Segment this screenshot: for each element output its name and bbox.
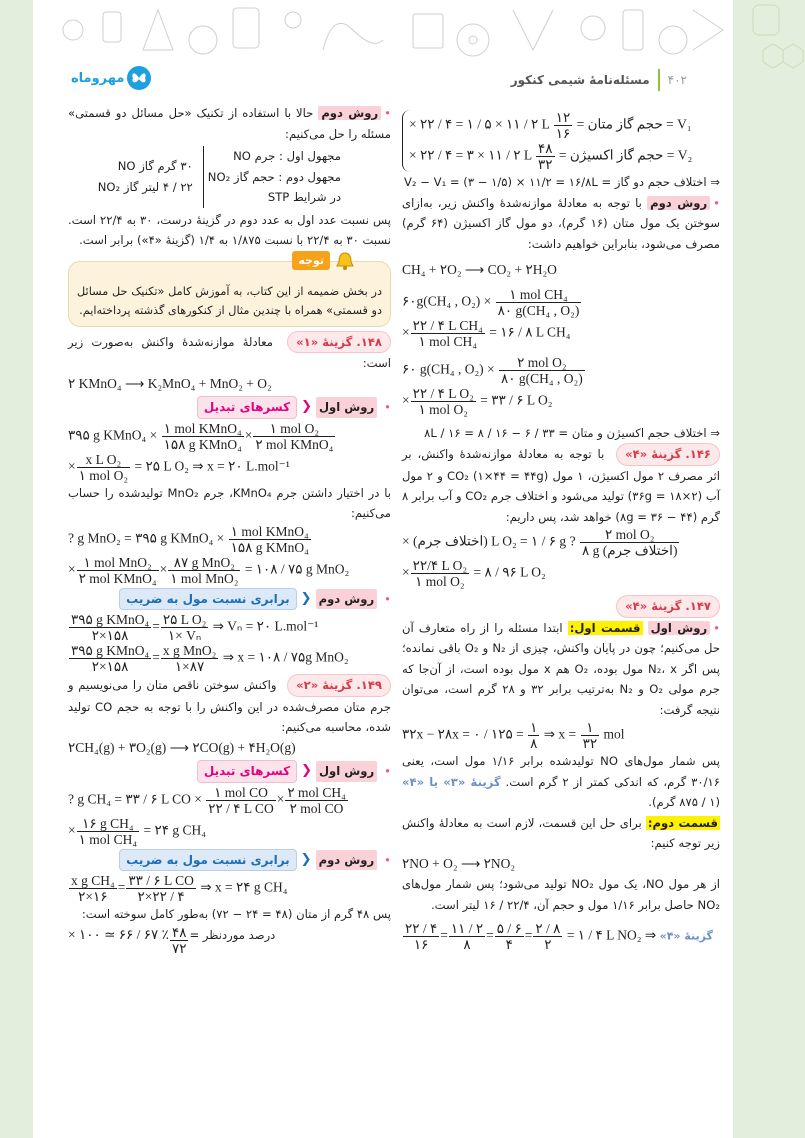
q148-calc2-a xyxy=(68,524,391,555)
fraction xyxy=(499,355,585,386)
frac-den: ۲۲ / ۴ L CO xyxy=(208,800,274,816)
knowns-list xyxy=(98,156,193,197)
q147-moles xyxy=(402,751,720,813)
fraction xyxy=(69,612,151,643)
frac-num: ۲ / ۸ xyxy=(535,921,561,936)
bullet-icon: • xyxy=(713,195,720,210)
known-2: ۲۲ / ۴ لیتر گاز NO₂ xyxy=(97,179,193,194)
publisher-name: مهروماه xyxy=(71,70,125,86)
frac-den: ۲ mol KMnO₄ xyxy=(255,436,334,452)
frac-num: ۲ mol O₂ xyxy=(580,527,680,543)
percent-rhs: × ۱۰۰ ≃ ۶۶ / ۶۷ ٪ xyxy=(68,926,169,942)
calc-result: = ۸ / ۹۶ L O₂ xyxy=(473,564,546,580)
calc-result: ⇒ x = ۲۴ g CH₄ xyxy=(200,879,288,895)
two-part-table xyxy=(68,146,391,208)
q146-calc-b: × $\frac{\text{۲۲/۴ L O₂}}{\text{۱ mol O₂}}$ = ۸ / ۹۶ L O₂ xyxy=(402,558,546,589)
frac-den: ۱ mol MnO₂ xyxy=(170,570,239,586)
frac-den: ۲ xyxy=(544,937,552,952)
q148-calc1-a: ۳۹۵ g KMnO₄ × $\frac{\text{۱ mol KMnO₄}}{\text{۱۵۸ g KMnO₄}}$ × $\frac{\text{۱ mol O₂}}{\text{۲ mol KMnO₄}}$ xyxy=(68,420,334,452)
page-header xyxy=(33,66,733,100)
q148-equation: ۲ KMnO₄ ⟶ K₂MnO₄ + MnO₂ + O₂ xyxy=(68,375,272,391)
question-header: ۱۴۶. گزینهٔ «۴» xyxy=(616,443,720,466)
q147-part2 xyxy=(402,813,720,854)
fraction xyxy=(69,643,151,674)
final-option: گزینهٔ «۴» xyxy=(659,929,713,943)
q149-calc-b: × $\frac{\text{۱۶ g CH₄}}{\text{۱ mol CH₄}}$ = ۲۴ g CH₄ xyxy=(68,815,206,847)
fraction xyxy=(77,555,159,586)
method2-text: با توجه به معادلهٔ موازنه‌شدهٔ واکنش زیر، به‌ازای سوختن یک مول متان (۱۶ گرم)، دو مول گاز اکسیژن (۶۴ گرم) مصرف می‌شود، بنابراین خواهیم داشت: xyxy=(402,195,720,251)
frac-num: ۲۲ / ۴ L O₂ xyxy=(412,385,474,401)
frac-den: ۸۰ g(CH₄ , O₂) xyxy=(501,370,583,386)
fraction xyxy=(495,921,524,952)
fraction xyxy=(285,785,347,816)
question-text: معادلهٔ موازنه‌شدهٔ واکنش به‌صورت زیر است: xyxy=(68,334,391,370)
v2-equation xyxy=(409,141,692,172)
fraction xyxy=(77,452,130,483)
frac-num: ۲۲ / ۴ L CH₄ xyxy=(412,317,483,333)
frac-num: ۱ mol O₂ xyxy=(253,421,335,437)
frac-num: ۱ mol KMnO₄ xyxy=(162,421,244,437)
frac-den: ۳۲ xyxy=(582,736,598,751)
fraction xyxy=(411,386,476,417)
fraction xyxy=(253,421,335,452)
calc-prefix: ۶۰g(CH₄ , O₂) × xyxy=(402,293,492,309)
frac-num: ۴۸ xyxy=(537,141,553,156)
method-pill: برابری نسبت مول به ضریب xyxy=(119,849,297,872)
frac-den: ۱×۸۷ xyxy=(174,659,205,674)
frac-num: x g MnO₂ xyxy=(162,643,217,658)
fraction xyxy=(411,318,485,349)
brace xyxy=(402,110,692,172)
fraction xyxy=(161,643,218,674)
unknown-2: مجهول دوم : حجم گاز NO₂ xyxy=(207,169,341,184)
frac-num: ۱ mol CO xyxy=(206,785,276,801)
question-text: واکنش سوختن ناقص متان را می‌نویسیم و جرم متان مصرف‌شده در این واکنش را با توجه به حجم CO تولید شده، محاسبه می‌کنیم: xyxy=(68,678,391,734)
calc-prefix: ? L O₂ = ۱ / ۶ g (اختلاف جرم) × xyxy=(402,533,576,549)
frac-den: ۲×۱۵۸ xyxy=(91,659,129,674)
frac-num: ۸۷ g MnO₂ xyxy=(168,555,240,571)
frac-num: ۲۵ L O₂ xyxy=(162,612,207,627)
unknowns-list xyxy=(203,146,391,208)
eq-lhs: ۳۲x − ۲۸x = ۰ / ۱۲۵ = xyxy=(402,726,524,742)
calc2-line-a xyxy=(402,355,720,386)
frac-den: ۱ mol O₂ xyxy=(78,467,129,483)
question-149 xyxy=(68,674,391,738)
q148-ratio2: $\frac{\text{۳۹۵ g KMnO₄}}{۲\times ۱۵۸}$ = $\frac{\text{x g MnO₂}}{۱\times ۸۷}$ ⇒ x = ۱۰۸ / ۷۵g MnO₂ xyxy=(71,643,349,674)
publisher-logo xyxy=(71,66,151,90)
method2-label: روش دوم xyxy=(647,196,710,210)
method1-label: روش اول xyxy=(648,621,711,635)
frac-den: ۴ xyxy=(505,937,513,952)
frac-num: ۲۲ / ۴ xyxy=(405,921,438,936)
combustion-equation: CH₄ + ۲O₂ ⟶ CO₂ + ۲H₂O xyxy=(402,262,557,277)
part1-label: قسمت اول: xyxy=(569,620,641,635)
q148-method2 xyxy=(68,588,391,611)
calc-result: = ۲۴ g CH₄ xyxy=(143,822,206,838)
calc-result: = ۳۳ / ۶ L O₂ xyxy=(480,392,553,408)
q148-mid-text: با در اختیار داشتن جرم KMnO₄، جرم MnO₂ تولیدشده را حساب می‌کنیم: xyxy=(68,485,392,520)
fraction xyxy=(206,785,276,816)
frac-den: ۱ mol O₂ xyxy=(415,574,465,589)
bullet-icon: • xyxy=(384,400,391,414)
q149-calc-a: ? g CH₄ = ۳۳ / ۶ L CO × $\frac{\text{۱ mol CO}}{\text{۲۲ / ۴ L CO}}$ × $\frac{\text{۲ mol CH₄}}{\text{۲ mol CO}}$ xyxy=(68,784,346,816)
frac-den: ۱ mol CH₄ xyxy=(78,831,138,847)
calc-prefix: ۳۹۵ g KMnO₄ × xyxy=(68,427,158,443)
fraction xyxy=(449,921,485,952)
method2-intro xyxy=(68,103,391,144)
q149-burned-text: پس ۴۸ گرم از متان (۴۸ = ۲۴ − ۷۲) به‌طور کامل سوخته است: xyxy=(81,907,391,921)
chevron-left-icon: ❮ xyxy=(300,590,312,606)
calc-prefix: ۶۰ g(CH₄ , O₂) × xyxy=(402,361,495,377)
known-1: ۳۰ گرم گاز NO xyxy=(117,159,193,174)
calc-result: = ۱۰۸ / ۷۵ g MnO₂ xyxy=(244,561,350,577)
title-divider xyxy=(658,69,660,91)
frac-den: ۳۲ xyxy=(537,157,553,172)
calc2-line-b: × $\frac{\text{۲۲ / ۴ L O₂}}{\text{۱ mol O₂}}$ = ۳۳ / ۶ L O₂ xyxy=(402,385,553,417)
part1-text: ابتدا مسئله را از راه متعارف آن حل می‌کنیم؛ چون در پایان واکنش، چیزی از N₂ و O₂ باقی نمانده؛ پس اگر N₂، x مول بوده، O₂ هم x مول بوده است، از آن‌جا که جرم مولی O₂ و N₂ به‌ترتیب برابر ۳۲ و ۲۸ گرم است، می‌توان نتیجه گرفت: xyxy=(402,620,721,717)
frac-den: ۸ xyxy=(530,736,538,751)
note-text: در بخش ضمیمه از این کتاب، به آموزش کامل «تکنیک حل مسائل دو قسمتی» همراه با چندین مثال از کنکورهای گذشته پرداخته‌ایم. xyxy=(77,284,382,317)
calc-prefix: ? g MnO₂ = ۳۹۵ g KMnO₄ × xyxy=(68,530,225,546)
chevron-left-icon: ❮ xyxy=(300,851,312,867)
q149-ratio: $\frac{\text{x g CH₄}}{۲\times ۱۶}$ = $\frac{\text{۳۳ / ۶ L CO}}{۲\times ۲۲ / ۴}$ ⇒ x = ۲۴ g CH₄ xyxy=(71,873,288,904)
note-label xyxy=(292,250,356,272)
frac-num: ۱۲ xyxy=(555,110,571,125)
fraction xyxy=(77,816,139,847)
frac-den: ۲×۱۶ xyxy=(78,889,108,904)
part2-label: قسمت دوم: xyxy=(647,815,718,830)
method2-label: روش دوم xyxy=(318,106,381,120)
fraction xyxy=(403,921,439,952)
question-text: با توجه به معادلهٔ موازنه‌شدهٔ واکنش، بر اثر مصرف ۲ مول اکسیژن، ۱ مول CO₂ (۱×۴۴ = ۴۴g) و ۲ مول آب (۲×۱۸ = ۳۶g) تولید می‌شود و اختلاف جرم CO₂ و آب برابر ۸ گرم (۴۴ − ۳۶ = ۸g) خواهد شد، پس داریم: xyxy=(402,447,720,524)
frac-den: ۱۶ xyxy=(555,126,571,141)
fraction xyxy=(528,720,539,751)
frac-num: ۱۱ / ۲ xyxy=(450,921,484,936)
frac-num: ۱ mol KMnO₄ xyxy=(229,524,311,540)
calc-result: = ۱۶ / ۸ L CH₄ xyxy=(489,324,571,340)
fraction xyxy=(496,287,582,318)
bullet-icon: • xyxy=(384,106,391,120)
method-pill: کسرهای تبدیل xyxy=(197,760,297,783)
volume-difference: ⇒ اختلاف حجم دو گاز = V₂ − V₁ = (۳ − ۱/۵) × ۱۱/۲ = ۱۶/۸L xyxy=(403,175,720,189)
unknown-3: در شرایط STP xyxy=(267,190,341,204)
frac-num: ۲ mol O₂ xyxy=(499,355,585,371)
part2-text: برای حل این قسمت، لازم است به معادلهٔ واکنش زیر توجه کنیم: xyxy=(402,815,720,850)
frac-den: ۱× Vₙ xyxy=(167,628,202,643)
final-result: = ۱ / ۴ L NO₂ ⇒ xyxy=(566,927,657,943)
note-title: توجه xyxy=(292,251,330,270)
frac-den: ۱ mol CH₄ xyxy=(418,333,477,349)
q148-ratio1: $\frac{\text{۳۹۵ g KMnO₄}}{۲\times ۱۵۸}$ = $\frac{\text{۲۵ L O₂}}{\text{۱× Vₙ}}$ ⇒ Vₙ = ۲۰ L.mol⁻¹ xyxy=(71,612,319,643)
v2-lhs: V₂ = حجم گاز اکسیژن = xyxy=(558,147,693,163)
method-label: روش اول xyxy=(316,761,377,782)
fraction xyxy=(533,921,562,952)
bell-icon xyxy=(334,250,356,272)
option-reference: گزینهٔ «۳» یا «۴» xyxy=(402,774,501,789)
fraction xyxy=(170,925,189,956)
q148-calc1-b: × $\frac{\text{x L O₂}}{\text{۱ mol O₂}}$ = ۲۵ L O₂ ⇒ x = ۲۰ L.mol⁻¹ xyxy=(68,451,290,483)
frac-num: x g CH₄ xyxy=(71,873,115,888)
method2-paragraph xyxy=(402,193,720,255)
percent-lhs: درصد موردنظر = xyxy=(189,927,276,942)
v2-fraction xyxy=(536,141,555,172)
frac-den: ۲×۱۵۸ xyxy=(91,628,129,643)
method-label: روش اول xyxy=(316,397,377,418)
frac-den: ۲ mol CO xyxy=(289,800,344,816)
left-column xyxy=(68,103,391,956)
method-pill: کسرهای تبدیل xyxy=(197,396,297,419)
fraction xyxy=(168,555,240,586)
q148-calc2-b: × $\frac{\text{۱ mol MnO₂}}{\text{۲ mol KMnO₄}}$ × $\frac{\text{۸۷ g MnO₂}}{\text{۱ mol MnO₂}}$ = ۱۰۸ / ۷۵ g MnO₂ xyxy=(68,554,350,586)
v1-rhs: × ۲۲ / ۴ = ۱ / ۵ × ۱۱ / ۲ L xyxy=(409,116,550,132)
fraction xyxy=(581,720,600,751)
calc1-line-a xyxy=(402,287,720,318)
frac-num: ۳۳ / ۶ L CO xyxy=(128,873,194,888)
running-title xyxy=(511,69,687,91)
frac-den: ۷۲ xyxy=(171,940,187,956)
question-header: ۱۴۸. گزینهٔ «۱» xyxy=(287,331,391,354)
frac-num: ۲۲/۴ L O₂ xyxy=(412,558,468,573)
question-header: ۱۴۹. گزینهٔ «۲» xyxy=(287,674,391,697)
calc-result: = ۲۵ L O₂ ⇒ x = ۲۰ L.mol⁻¹ xyxy=(134,458,290,474)
fraction xyxy=(69,873,117,904)
v1-fraction xyxy=(554,110,573,141)
eq-mid: ⇒ x = xyxy=(543,726,577,742)
page-number: ۴۰۲ xyxy=(667,73,687,87)
right-column xyxy=(402,110,720,952)
question-146 xyxy=(402,443,720,527)
question-header: ۱۴۷. گزینهٔ «۴» xyxy=(616,595,720,618)
q146-calc-a xyxy=(402,527,720,558)
q147-final: $\frac{۲۲ / ۴}{۱۶}$ = $\frac{۱۱ / ۲}{۸}$ = $\frac{۵ / ۶}{۴}$ = $\frac{۲ / ۸}{۲}$ = ۱ / ۴ L NO₂ ⇒ گزینهٔ «۴» xyxy=(405,921,713,952)
frac-num: ۲ mol CH₄ xyxy=(287,784,346,800)
volume-difference-2: ⇒ اختلاف حجم اکسیژن و متان = ۳۳ / ۶ − ۱۶ / ۸ = ۱۶ / ۸L xyxy=(424,425,720,440)
frac-num: ۱ mol MnO₂ xyxy=(77,555,159,571)
note-box xyxy=(68,254,391,327)
frac-den: ۸۰ g(CH₄ , O₂) xyxy=(497,302,580,318)
frac-num: ۱ xyxy=(581,720,600,736)
volume-system xyxy=(402,110,720,172)
frac-den: ۸ g (اختلاف جرم) xyxy=(581,543,678,558)
frac-num: ۱۶ g CH₄ xyxy=(77,816,139,832)
calc-result: ⇒ x = ۱۰۸ / ۷۵g MnO₂ xyxy=(222,649,349,665)
fraction xyxy=(161,612,208,643)
unknown-1: مجهول اول : جرم NO xyxy=(233,149,341,163)
fraction xyxy=(580,527,680,558)
frac-den: ۱ mol O₂ xyxy=(418,401,468,417)
calc1-line-b: × $\frac{\text{۲۲ / ۴ L CH₄}}{\text{۱ mol CH₄}}$ = ۱۶ / ۸ L CH₄ xyxy=(402,317,571,349)
frac-den: ۱۵۸ g KMnO₄ xyxy=(163,436,242,452)
eq-unit: mol xyxy=(603,726,625,742)
method-label: روش دوم xyxy=(316,589,378,610)
butterfly-icon xyxy=(127,66,151,90)
calc-result: ⇒ Vₙ = ۲۰ L.mol⁻¹ xyxy=(212,618,319,634)
fraction xyxy=(229,524,311,555)
bullet-icon: • xyxy=(384,852,391,867)
frac-num: ۵ / ۶ xyxy=(496,921,522,936)
frac-num: ۳۹۵ g KMnO₄ xyxy=(71,612,150,627)
q149-method2 xyxy=(68,849,391,872)
frac-num: x L O₂ xyxy=(77,452,130,468)
question-148 xyxy=(68,331,391,374)
ratio-text: پس نسبت عدد اول به عدد دوم در گزینهٔ درست، ۳۰ به ۲۲/۴ است. نسبت ۳۰ به ۲۲/۴ با نسبت ۱/۸۷۵ به ۱/۴ (گزینهٔ «۴») برابر است. xyxy=(68,212,391,247)
fraction xyxy=(162,421,244,452)
frac-num: ۱ mol CH₄ xyxy=(496,287,582,303)
chevron-left-icon: ❮ xyxy=(301,399,312,414)
frac-den: ۲×۲۲ / ۴ xyxy=(137,889,185,904)
intro-text: حالا با استفاده از تکنیک «حل مسائل دو قسمتی» مسئله را حل می‌کنیم: xyxy=(68,106,391,141)
no2-equation: ۲NO + O₂ ⟶ ۲NO₂ xyxy=(402,855,516,871)
moles-text: پس شمار مول‌های NO تولیدشده برابر ۱/۱۶ مول است، یعنی ۳۰/۱۶ گرم، که اندکی کمتر از ۲ گرم است. xyxy=(402,754,720,789)
moles-tail: (۱ / ۸۷۵ گرم). xyxy=(648,795,720,809)
bullet-icon: • xyxy=(384,764,391,778)
frac-num: ۱ xyxy=(530,720,538,735)
fraction xyxy=(411,558,469,589)
q149-equation: ۲CH₄(g) + ۳O₂(g) ⟶ ۲CO(g) + ۴H₂O(g) xyxy=(68,739,296,755)
frac-den: ۱۶ xyxy=(413,937,429,952)
q148-method1 xyxy=(68,396,391,419)
bullet-icon: • xyxy=(384,591,391,606)
q149-method1 xyxy=(68,760,391,783)
bullet-icon: • xyxy=(713,620,720,635)
v1-lhs: V₁ = حجم گاز متان = xyxy=(576,116,692,132)
q147-x-equation xyxy=(402,720,720,751)
question-147 xyxy=(402,595,720,618)
header-doodle-pattern xyxy=(33,0,733,64)
v1-equation xyxy=(409,110,692,141)
frac-num: ۴۸ xyxy=(171,924,187,940)
q147-part1 xyxy=(402,618,720,721)
frac-den: ۲ mol KMnO₄ xyxy=(78,570,157,586)
margin-doodle xyxy=(733,0,805,90)
method-label: روش دوم xyxy=(316,850,378,871)
frac-den: ۱۵۸ g KMnO₄ xyxy=(230,539,309,555)
v2-rhs: × ۲۲ / ۴ = ۳ × ۱۱ / ۲ L xyxy=(409,147,532,163)
frac-num: ۳۹۵ g KMnO₄ xyxy=(71,643,150,658)
calc-prefix: ? g CH₄ = ۳۳ / ۶ L CO × xyxy=(68,791,202,807)
fraction xyxy=(126,873,196,904)
method-pill: برابری نسبت مول به ضریب xyxy=(119,588,297,611)
book-title: مسئله‌نامهٔ شیمی کنکور xyxy=(510,73,650,87)
chevron-left-icon: ❮ xyxy=(301,763,312,778)
frac-den: ۸ xyxy=(463,937,471,952)
q147-part2-text2: از هر مول NO، یک مول NO₂ تولید می‌شود؛ پس شمار مول‌های NO₂ حاصل برابر ۱/۱۶ مول و حجم آن، ۲۲/۴ / ۱۶ لیتر است. xyxy=(402,877,720,912)
